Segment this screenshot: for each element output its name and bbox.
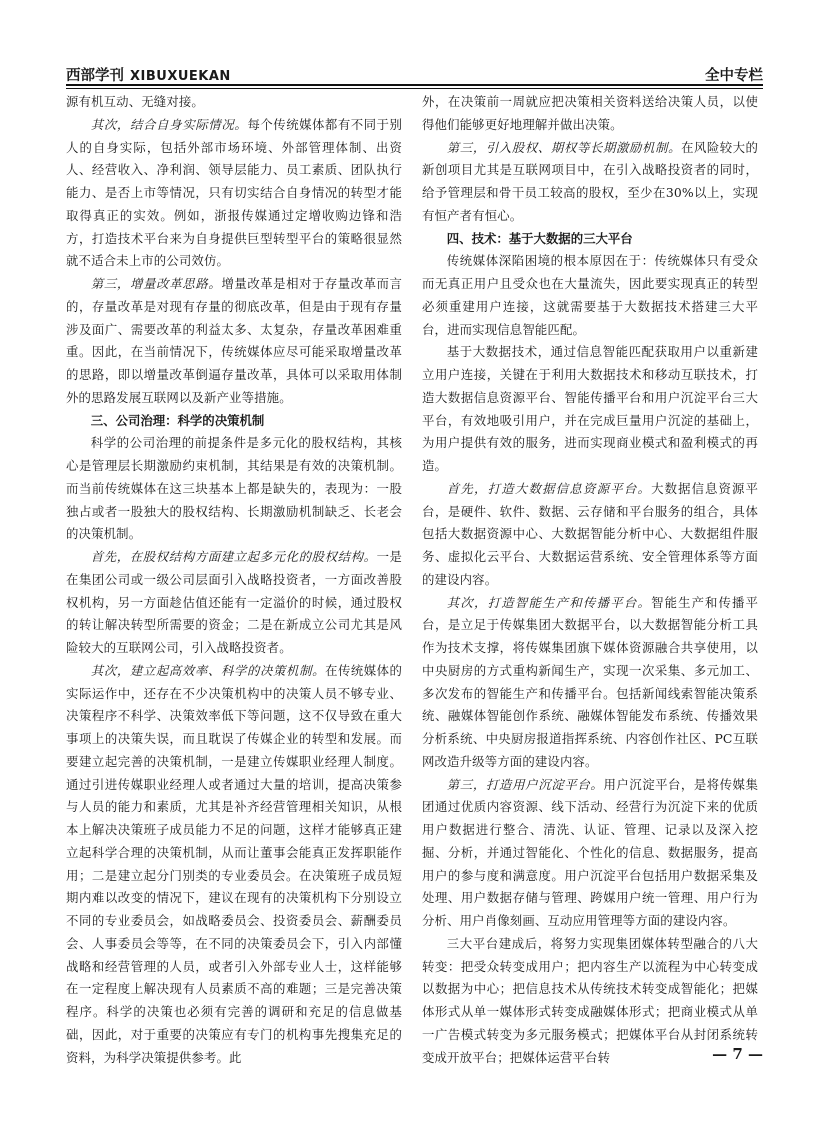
paragraph-lead: 第三，增量改革思路。 xyxy=(90,276,222,291)
section-title: 全中专栏 xyxy=(705,68,763,84)
paragraph-text: 科学的公司治理的前提条件是多元化的股权结构，其核心是管理层长期激励约束机制，其结果是有效的决策机制。而当前传统媒体在这三块基本上都是缺失的，表现为：一股独占或者一股独大的股权结构、长期激励机制缺乏、长老会的决策机制。 xyxy=(66,435,402,542)
paragraph xyxy=(66,114,402,273)
journal-title-pinyin: XIBUXUEKAN xyxy=(130,69,231,84)
paragraph-lead: 第三，打造用户沉淀平台。 xyxy=(446,776,604,792)
paragraph xyxy=(422,933,758,1070)
paragraph xyxy=(422,774,758,933)
page-header xyxy=(66,64,763,84)
paragraph-lead: 首先，在股权结构方面建立起多元化的股权结构。 xyxy=(90,549,377,564)
paragraph-text: 在传统媒体的实际运作中，还存在不少决策机构中的决策人员不够专业、决策程序不科学、决策效率低下等问题，这不仅导致在重大事项上的决策失误，而且耽误了传媒企业的转型和发展。而要建立起完善的决策机制，一是建立传媒职业经理人制度。通过引进传媒职业经理人或者通过大量的培训，提高决策参与人员的能力和素质，尤其是补齐经营管理相关知识，从根本上解决决策班子成员能力不足的问题，这样才能够真正建立起科学合理的决策机制，从而让董事会能真正发挥职能作用；二是建立起分门别类的专业委员会。在决策班子成员短期内难以改变的情况下，建议在现有的决策机构下分别设立不同的专业委员会，如战略委员会、投资委员会、薪酬委员会、人事委员会等等，在不同的决策委员会下，引入内部懂战略和经营管理的人员，或者引入外部专业人士，这样能够在一定程度上解决现有人员素质不高的难题；三是完善决策程序。科学的决策也必须有完善的调研和充足的信息做基础，因此，对于重要的决策应有专门的机构事先搜集充足的资料，为科学决策提供参考。此 xyxy=(66,662,402,1065)
paragraph-text: 三大平台建成后，将努力实现集团媒体转型融合的八大转变：把受众转变成用户；把内容生产以流程为中心转变成以数据为中心；把信息技术从传统技术转变成智能化；把媒体形式从单一媒体形式转变成融媒体形式；把商业模式从单一广告模式转变为多元服务模式；把媒体平台从封闭系统转变成开放平台；把媒体运营平台转 xyxy=(422,935,758,1065)
right-column xyxy=(422,91,759,1065)
paragraph-text: 传统媒体深陷困境的根本原因在于：传统媒体只有受众而无真正用户且受众也在大量流失，因此要实现真正的转型必须重建用户连接，这就需要基于大数据技术搭建三大平台，进而实现信息智能匹配。 xyxy=(422,253,758,337)
paragraph xyxy=(422,478,758,592)
paragraph-text: 增量改革是相对于存量改革而言的，存量改革是对现有存量的彻底改革，但是由于现有存量涉及面广、需要改革的利益太多、太复杂，存量改革困难重重。因此，在当前情况下，传统媒体应尽可能采取增量改革的思路，即以增量改革倒逼存量改革，具体可以采取用体制外的思路发展互联网以及新产业等措施。 xyxy=(66,276,402,405)
journal-title-cn: 西部学刊 xyxy=(66,68,124,84)
paragraph-text: 每个传统媒体都有不同于别人的自身实际，包括外部市场环境、外部管理体制、出资人、经营收入、净利润、领导层能力、员工素质、团队执行能力、是否上市等情况，只有切实结合自身情况的转型才能取得真正的实效。例如，浙报传媒通过定增收购边锋和浩方，打造技术平台来为自身提供巨型转型平台的策略很显然就不适合未上市的公司效仿。 xyxy=(66,116,402,269)
paragraph xyxy=(422,592,758,774)
paragraph xyxy=(422,341,758,478)
section-heading: 四、技术：基于大数据的三大平台 xyxy=(446,230,633,246)
paragraph xyxy=(422,137,758,228)
header-rule-thick xyxy=(66,84,763,86)
paragraph xyxy=(66,660,402,1070)
paragraph xyxy=(66,546,402,660)
paragraph-lead: 其次，打造智能生产和传播平台。 xyxy=(446,594,652,610)
paragraph-text: 用户沉淀平台，是将传媒集团通过优质内容资源、线下活动、经营行为沉淀下来的优质用户数据进行整合、清洗、认证、管理、记录以及深入挖掘、分析，并通过智能化、个性化的信息、数据服务，提高用户的参与度和满意度。用户沉淀平台包括用户数据采集及处理、用户数据存储与管理、跨媒用户统一管理、用户行为分析、用户肖像刻画、互动应用管理等方面的建设内容。 xyxy=(422,776,758,928)
paragraph-lead: 其次，建立起高效率、科学的决策机制。 xyxy=(90,662,326,678)
section-heading: 三、公司治理：科学的决策机制 xyxy=(90,412,265,428)
paragraph xyxy=(66,91,402,114)
page-number: — 7 — xyxy=(712,1045,763,1063)
paragraph-lead: 第三，引入股权、期权等长期激励机制。 xyxy=(446,139,682,155)
paragraph-text: 智能生产和传播平台，是立足于传媒集团大数据平台，以大数据智能分析工具作为技术支撑，将传媒集团旗下媒体资源融合共享使用，以中央厨房的方式重构新闻生产，实现一次采集、多元加工、多次发布的智能生产和传播平台。包括新闻线索智能决策系统、融媒体智能创作系统、融媒体智能发布系统、传播效果分析系统、中央厨房报道指挥系统、内容创作社区、PC互联网改造升级等方面的建设内容。 xyxy=(422,594,759,769)
paragraph xyxy=(422,91,758,137)
paragraph-text: 外，在决策前一周就应把决策相关资料送给决策人员，以使得他们能够更好地理解并做出决策。 xyxy=(422,94,758,132)
paragraph-text: 在风险较大的新创项目尤其是互联网项目中，在引入战略投资者的同时，给予管理层和骨干员工较高的股权，至少在30%以上，实现有恒产者有恒心。 xyxy=(422,139,758,223)
paragraph xyxy=(66,273,402,410)
paragraph-text: 基于大数据技术，通过信息智能匹配获取用户以重新建立用户连接，关键在于利用大数据技术和移动互联技术，打造大数据信息资源平台、智能传播平台和用户沉淀平台三大平台，有效地吸引用户，并在完成巨量用户沉淀的基础上，为用户提供有效的服务，进而实现商业模式和盈利模式的再造。 xyxy=(422,344,758,473)
paragraph-text: 一是在集团公司或一级公司层面引入战略投资者，一方面改善股权机构，另一方面趁估值还能有一定溢价的时候，通过股权的转让解决转型所需要的资金；二是在新成立公司尤其是风险较大的互联网公司，引入战略投资者。 xyxy=(66,549,402,655)
paragraph-text: 大数据信息资源平台，是硬件、软件、数据、云存储和平台服务的组合，具体包括大数据资源中心、大数据智能分析中心、大数据组件服务、虚拟化云平台、大数据运营系统、安全管理体系等方面的建设内容。 xyxy=(422,480,759,587)
paragraph-lead: 首先，打造大数据信息资源平台。 xyxy=(446,480,652,496)
journal-title xyxy=(66,64,231,85)
paragraph-lead: 其次，结合自身实际情况。 xyxy=(90,116,248,132)
paragraph xyxy=(66,432,402,546)
paragraph-text: 源有机互动、无缝对接。 xyxy=(66,94,204,109)
left-column xyxy=(66,91,402,1065)
header-rule-thin xyxy=(66,88,763,89)
paragraph xyxy=(422,250,758,341)
